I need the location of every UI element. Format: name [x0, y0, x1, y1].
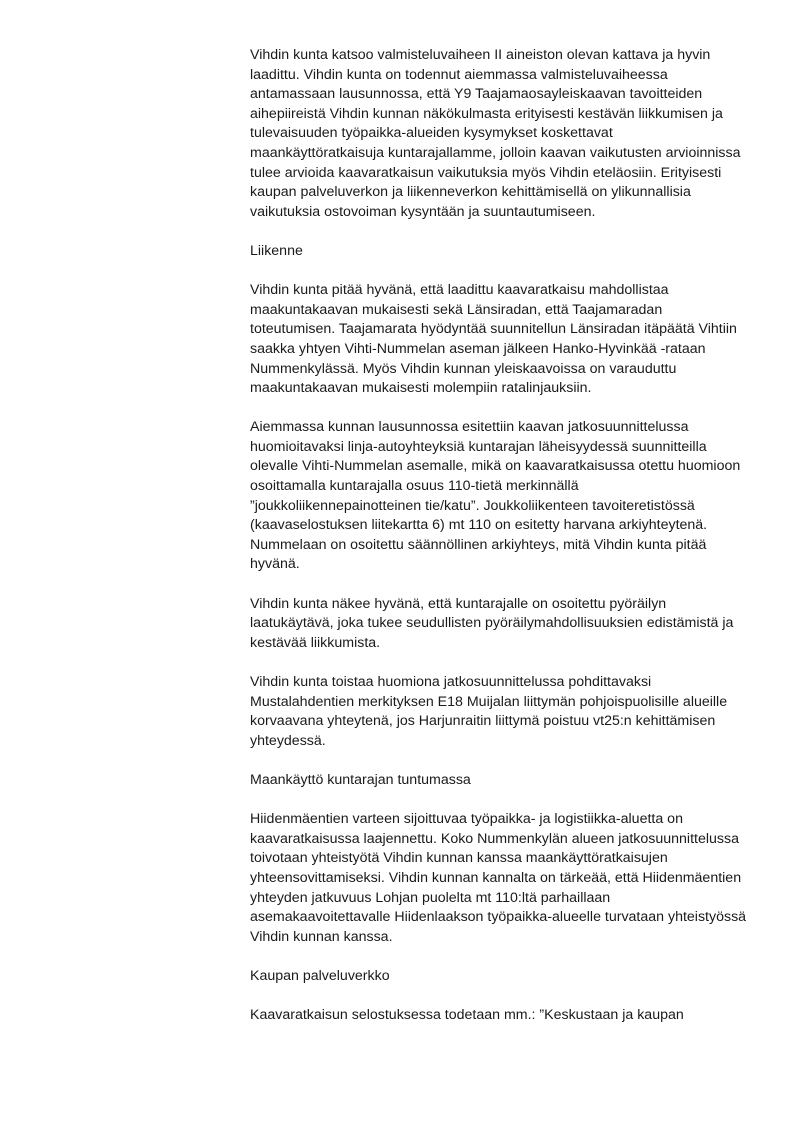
- liikenne-paragraph-mustalahdentie: Vihdin kunta toistaa huomiona jatkosuunnittelussa pohdittavaksi Mustalahdentien merkityksen E18 Muijalan liittymän pohjoispuolisille alueille korvaavana yhteytenä, jos Harjunraitin liittymä poistuu vt25:n kehittämisen yhteydessä.: [250, 674, 728, 749]
- section-heading-maankaytto: Maankäyttö kuntarajan tuntumassa: [250, 771, 471, 788]
- section-heading-liikenne: Liikenne: [250, 242, 303, 259]
- liikenne-paragraph-bus: Aiemmassa kunnan lausunnossa esitettiin kaavan jatkosuunnittelussa huomioitavaksi linja-autoyhteyksiä kuntarajan läheisyydessä suunnitteilla olevalle Vihti-Nummelan asemalle, mikä on kaavaratkaisussa otettu huomioon osoittamalla kuntarajalla osuus 110-tietä merkinnällä ”joukkoliikennepainotteinen tie/katu”. Joukkoliikenteen tavoiteretistössä (kaavaselostuksen liitekartta 6) mt 110 on esitetty harvana arkiyhteytenä. Nummelaan on osoitettu säännöllinen arkiyhteys, mitä Vihdin kunta pitää hyvänä.: [250, 419, 741, 573]
- intro-paragraph: Vihdin kunta katsoo valmisteluvaiheen II aineiston olevan kattava ja hyvin laadittu. Vihdin kunta on todennut aiemmassa valmisteluvaiheessa antamassaan lausunnossa, että Y9 Taajamaosayleiskaavan tavoitteiden aihepiireistä Vihdin kunnan näkökulmasta erityisesti kestävän liikkumisen ja tulevaisuuden työpaikka-alueiden kysymykset koskettavat maankäyttöratkaisuja kuntarajallamme, jolloin kaavan vaikutusten arvioinnissa tulee arvioida kaavaratkaisun vaikutuksia myös Vihdin eteläosiin. Erityisesti kaupan palveluverkon ja liikenneverkon kehittämisellä on ylikunnallisia vaikutuksia ostovoiman kysyntään ja suuntautumiseen.: [250, 47, 741, 220]
- document-page: [250, 46, 750, 1045]
- section-heading-kaupan-palveluverkko: Kaupan palveluverkko: [250, 967, 390, 984]
- kaupan-palveluverkko-paragraph: Kaavaratkaisun selostuksessa todetaan mm.: ”Keskustaan ja kaupan: [250, 1007, 684, 1024]
- liikenne-paragraph-rail: Vihdin kunta pitää hyvänä, että laadittu kaavaratkaisu mahdollistaa maakuntakaavan mukaisesti sekä Länsiradan, että Taajamaradan toteutumisen. Taajamarata hyödyntää suunnitellun Länsiradan itäpäätä Vihtiin saakka yhtyen Vihti-Nummelan aseman jälkeen Hanko-Hyvinkää -rataan Nummenkylässä. Myös Vihdin kunnan yleiskaavoissa on varauduttu maakuntakaavan mukaisesti molempiin ratalinjauksiin.: [250, 282, 737, 397]
- maankaytto-paragraph: Hiidenmäentien varteen sijoittuvaa työpaikka- ja logistiikka-aluetta on kaavaratkaisussa laajennettu. Koko Nummenkylän alueen jatkosuunnittelussa toivotaan yhteistyötä Vihdin kunnan kanssa maankäyttöratkaisujen yhteensovittamiseksi. Vihdin kunnan kannalta on tärkeää, että Hiidenmäentien yhteyden jatkuvuus Lohjan puolelta mt 110:ltä parhaillaan asemakaavoitettavalle Hiidenlaakson työpaikka-alueelle turvataan yhteistyössä Vihdin kunnan kanssa.: [250, 811, 747, 945]
- liikenne-paragraph-cycling: Vihdin kunta näkee hyvänä, että kuntarajalle on osoitettu pyöräilyn laatukäytävä, joka tukee seudullisten pyöräilymahdollisuuksien edistämistä ja kestävää liikkumista.: [250, 595, 734, 651]
